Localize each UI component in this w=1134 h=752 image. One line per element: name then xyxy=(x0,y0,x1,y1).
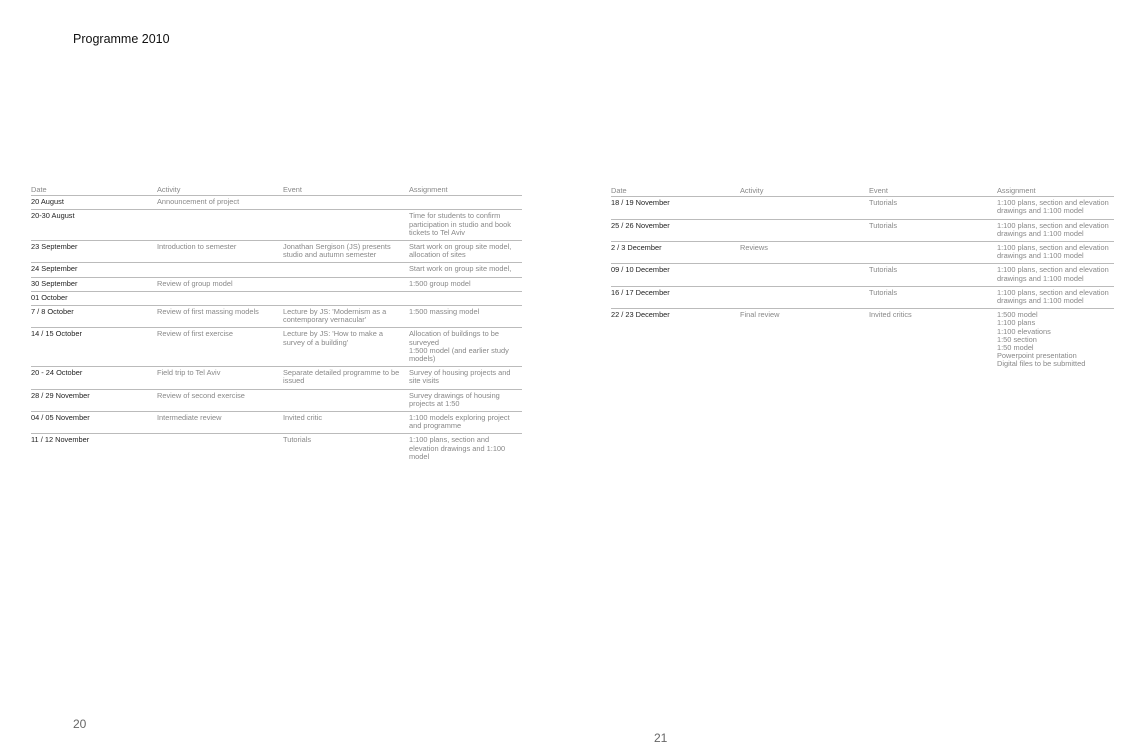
cell-date: 28 / 29 November xyxy=(31,389,157,411)
cell-assignment xyxy=(409,291,522,305)
cell-assignment xyxy=(409,196,522,210)
cell-event xyxy=(283,196,409,210)
cell-date: 11 / 12 November xyxy=(31,435,90,445)
cell-activity: Review of group model xyxy=(157,277,283,291)
cell-date: 20-30 August xyxy=(31,210,157,241)
cell-date: 2 / 3 December xyxy=(611,242,740,264)
column-header-activity: Activity xyxy=(740,187,869,197)
cell-activity xyxy=(157,210,283,241)
table-row xyxy=(31,389,522,411)
cell-date: 24 September xyxy=(31,263,157,277)
cell-date: 22 / 23 December xyxy=(611,310,670,320)
cell-event xyxy=(283,389,409,411)
cell-date: 20 August xyxy=(31,196,157,210)
table-row xyxy=(611,219,1114,241)
cell-activity: Review of first exercise xyxy=(157,328,283,367)
cell-event: Tutorials xyxy=(869,286,997,308)
cell-date: 30 September xyxy=(31,277,157,291)
programme-table-left xyxy=(31,186,522,464)
table-row xyxy=(31,210,522,241)
table-row xyxy=(31,241,522,263)
table-row xyxy=(611,197,1114,219)
cell-event: Lecture by JS: 'Modernism as a contemporary vernacular' xyxy=(283,306,409,328)
cell-event: Jonathan Sergison (JS) presents studio and autumn semester xyxy=(283,241,409,263)
cell-assignment: Start work on group site model, xyxy=(409,263,522,277)
table-row xyxy=(31,434,522,464)
cell-activity: Announcement of project xyxy=(157,196,283,210)
table-header-row xyxy=(611,187,1114,197)
cell-assignment: 1:100 plans, section and elevation drawings and 1:100 model xyxy=(997,242,1114,264)
cell-assignment: 1:100 models exploring project and programme xyxy=(409,412,522,434)
cell-event xyxy=(283,263,409,277)
column-header-activity: Activity xyxy=(157,186,283,196)
table-row xyxy=(31,291,522,305)
page-title: Programme 2010 xyxy=(73,32,170,46)
cell-assignment: Allocation of buildings to be surveyed 1:500 model (and earlier study models) xyxy=(409,328,522,367)
cell-activity xyxy=(157,263,283,277)
cell-assignment: Survey of housing projects and site visits xyxy=(409,367,522,389)
cell-activity: Field trip to Tel Aviv xyxy=(157,367,283,389)
cell-event: Lecture by JS: 'How to make a survey of a building' xyxy=(283,328,409,367)
cell-activity: Reviews xyxy=(740,242,869,264)
cell-event: Separate detailed programme to be issued xyxy=(283,367,409,389)
cell-event xyxy=(283,291,409,305)
column-header-date: Date xyxy=(31,186,157,196)
cell-activity xyxy=(740,286,869,308)
cell-date: 7 / 8 October xyxy=(31,306,157,328)
programme-table-right xyxy=(611,187,1114,372)
cell-event xyxy=(869,242,997,264)
cell-assignment: 1:100 plans, section and elevation drawings and 1:100 model xyxy=(409,435,506,461)
cell-date: 14 / 15 October xyxy=(31,328,157,367)
cell-activity xyxy=(157,434,283,464)
table-row xyxy=(31,263,522,277)
page-number-left: 20 xyxy=(73,717,87,731)
table-row xyxy=(31,277,522,291)
cell-activity xyxy=(740,197,869,219)
cell-event: Tutorials xyxy=(283,435,312,445)
cell-date: 25 / 26 November xyxy=(611,219,740,241)
cell-activity xyxy=(740,219,869,241)
cell-activity xyxy=(740,264,869,286)
cell-event: Tutorials xyxy=(869,219,997,241)
cell-event: Tutorials xyxy=(869,264,997,286)
cell-date: 18 / 19 November xyxy=(611,197,740,219)
table-row xyxy=(31,412,522,434)
cell-event xyxy=(283,277,409,291)
cell-activity xyxy=(157,291,283,305)
cell-date: 04 / 05 November xyxy=(31,412,157,434)
table-row xyxy=(31,196,522,210)
cell-assignment: 1:100 plans, section and elevation drawings and 1:100 model xyxy=(997,286,1114,308)
cell-assignment: Start work on group site model, allocation of sites xyxy=(409,241,522,263)
cell-assignment: Survey drawings of housing projects at 1:50 xyxy=(409,389,522,411)
cell-activity: Intermediate review xyxy=(157,412,283,434)
cell-activity: Introduction to semester xyxy=(157,241,283,263)
table-row xyxy=(31,367,522,389)
cell-assignment: 1:100 plans, section and elevation drawings and 1:100 model xyxy=(997,197,1114,219)
cell-date: 09 / 10 December xyxy=(611,264,740,286)
cell-event: Tutorials xyxy=(869,197,997,219)
table-header-row xyxy=(31,186,522,196)
cell-assignment: 1:500 model 1:100 plans 1:100 elevations 1:50 section 1:50 model Powerpoint presentation Digital files to be submitted xyxy=(997,310,1086,369)
cell-activity: Final review xyxy=(740,310,780,320)
cell-assignment: 1:100 plans, section and elevation drawings and 1:100 model xyxy=(997,219,1114,241)
table-row xyxy=(31,306,522,328)
cell-date: 01 October xyxy=(31,291,157,305)
cell-assignment: Time for students to confirm participation in studio and book tickets to Tel Aviv xyxy=(409,210,522,241)
cell-date: 20 - 24 October xyxy=(31,367,157,389)
table-row xyxy=(611,286,1114,308)
cell-activity: Review of first massing models xyxy=(157,306,283,328)
cell-activity: Review of second exercise xyxy=(157,389,283,411)
cell-assignment: 1:500 massing model xyxy=(409,306,522,328)
cell-event: Invited critic xyxy=(283,412,409,434)
cell-event xyxy=(283,210,409,241)
table-row xyxy=(611,242,1114,264)
column-header-event: Event xyxy=(283,186,409,196)
table-row xyxy=(611,264,1114,286)
column-header-assignment: Assignment xyxy=(997,187,1114,197)
cell-date: 16 / 17 December xyxy=(611,286,740,308)
column-header-assignment: Assignment xyxy=(409,186,522,196)
cell-event: Invited critics xyxy=(869,310,912,320)
cell-assignment: 1:500 group model xyxy=(409,277,522,291)
column-header-event: Event xyxy=(869,187,997,197)
cell-assignment: 1:100 plans, section and elevation drawings and 1:100 model xyxy=(997,264,1114,286)
cell-date: 23 September xyxy=(31,241,157,263)
page-number-right: 21 xyxy=(654,731,668,745)
table-row xyxy=(611,309,1114,372)
column-header-date: Date xyxy=(611,187,740,197)
table-row xyxy=(31,328,522,367)
